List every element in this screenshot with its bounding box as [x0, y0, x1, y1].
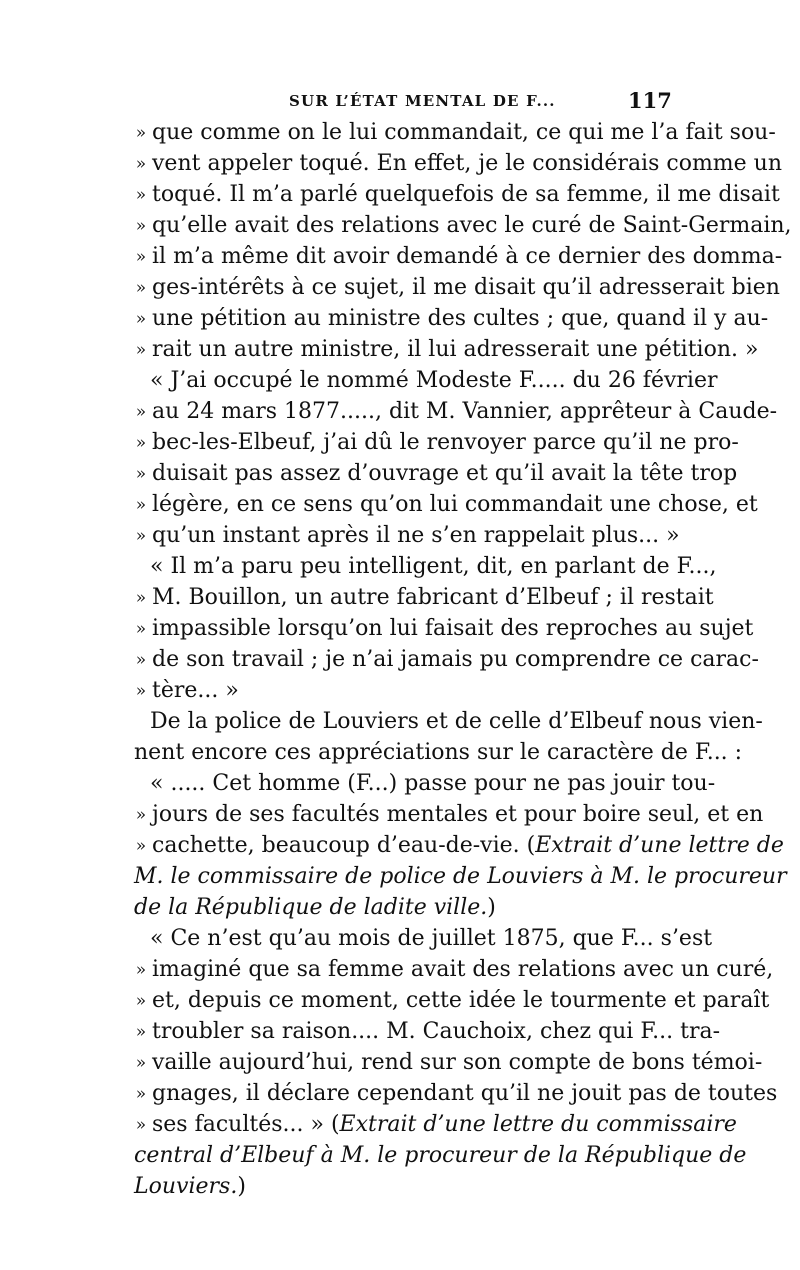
guillemet: » — [135, 216, 147, 236]
text-line: » ses facultés... » (Extrait d’une lettre du commissaire — [0, 1109, 800, 1141]
text-line: De la police de Louviers et de celle d’Elbeuf nous vien- — [150, 709, 763, 734]
guillemet: » — [135, 495, 147, 515]
text-line: » qu’un instant après il ne s’en rappelait plus... » — [0, 520, 800, 552]
text-line: » que comme on le lui commandait, ce qui me l’a fait sou- — [0, 117, 800, 149]
guillemet: » — [135, 836, 147, 856]
guillemet: » — [135, 1115, 147, 1135]
text-line: » légère, en ce sens qu’on lui commandait une chose, et — [0, 489, 800, 521]
text-line: « Ce n’est qu’au mois de juillet 1875, que F... s’est — [150, 926, 713, 951]
text-line: Louviers.) — [134, 1174, 246, 1199]
text-line: » duisait pas assez d’ouvrage et qu’il avait la tête trop — [0, 458, 800, 490]
text-line: « ..... Cet homme (F...) passe pour ne pas jouir tou- — [150, 771, 716, 796]
guillemet: » — [135, 309, 147, 329]
text-line: M. le commissaire de police de Louviers à M. le procureur — [134, 864, 787, 889]
text-with-citation: cachette, beaucoup d’eau-de-vie. (Extrait d’une lettre de — [152, 833, 784, 858]
guillemet: » — [135, 247, 147, 267]
text-line: » vaille aujourd’hui, rend sur son compte de bons témoi- — [0, 1047, 800, 1079]
guillemet: » — [135, 402, 147, 422]
text-line: central d’Elbeuf à M. le procureur de la République de — [134, 1143, 747, 1168]
guillemet: » — [135, 650, 147, 670]
guillemet: » — [135, 123, 147, 143]
guillemet: » — [135, 1084, 147, 1104]
guillemet: » — [135, 991, 147, 1011]
text-line: » imaginé que sa femme avait des relations avec un curé, — [0, 954, 800, 986]
guillemet: » — [135, 154, 147, 174]
guillemet: » — [135, 1022, 147, 1042]
text-line: » toqué. Il m’a parlé quelquefois de sa femme, il me disait — [0, 179, 800, 211]
guillemet: » — [135, 464, 147, 484]
guillemet: » — [135, 340, 147, 360]
text-line: » M. Bouillon, un autre fabricant d’Elbeuf ; il restait — [0, 582, 800, 614]
page-header — [0, 88, 800, 118]
text-line: » troubler sa raison.... M. Cauchoix, chez qui F... tra- — [0, 1016, 800, 1048]
text-line: » une pétition au ministre des cultes ; que, quand il y au- — [0, 303, 800, 335]
text-line: » ges-intérêts à ce sujet, il me disait qu’il adresserait bien — [0, 272, 800, 304]
text-line: » au 24 mars 1877....., dit M. Vannier, apprêteur à Caude- — [0, 396, 800, 428]
text-line: » et, depuis ce moment, cette idée le tourmente et paraît — [0, 985, 800, 1017]
text-line: » il m’a même dit avoir demandé à ce dernier des domma- — [0, 241, 800, 273]
guillemet: » — [135, 805, 147, 825]
guillemet: » — [135, 588, 147, 608]
guillemet: » — [135, 526, 147, 546]
text-line: » tère... » — [0, 675, 800, 707]
text-line: « J’ai occupé le nommé Modeste F..... du 26 février — [150, 368, 718, 393]
text-line: » de son travail ; je n’ai jamais pu comprendre ce carac- — [0, 644, 800, 676]
text-line: nent encore ces appréciations sur le caractère de F... : — [134, 740, 743, 765]
guillemet: » — [135, 960, 147, 980]
text-line: » vent appeler toqué. En effet, je le considérais comme un — [0, 148, 800, 180]
text-line — [0, 830, 800, 862]
text-line: » impassible lorsqu’on lui faisait des reproches au sujet — [0, 613, 800, 645]
text-line: « Il m’a paru peu intelligent, dit, en parlant de F..., — [150, 554, 717, 579]
text-line: » rait un autre ministre, il lui adresserait une pétition. » — [0, 334, 800, 366]
guillemet: » — [135, 1053, 147, 1073]
guillemet: » — [135, 278, 147, 298]
page-number: 117 — [628, 88, 672, 113]
guillemet: » — [135, 681, 147, 701]
text-line: de la République de ladite ville.) — [134, 895, 496, 920]
text-line: » bec-les-Elbeuf, j’ai dû le renvoyer parce qu’il ne pro- — [0, 427, 800, 459]
running-title: SUR L’ÉTAT MENTAL DE F... — [289, 92, 556, 110]
text-line: » qu’elle avait des relations avec le curé de Saint-Germain, — [0, 210, 800, 242]
guillemet: » — [135, 619, 147, 639]
guillemet: » — [135, 433, 147, 453]
guillemet: » — [135, 185, 147, 205]
text-line: » jours de ses facultés mentales et pour boire seul, et en — [0, 799, 800, 831]
text-line: » gnages, il déclare cependant qu’il ne jouit pas de toutes — [0, 1078, 800, 1110]
